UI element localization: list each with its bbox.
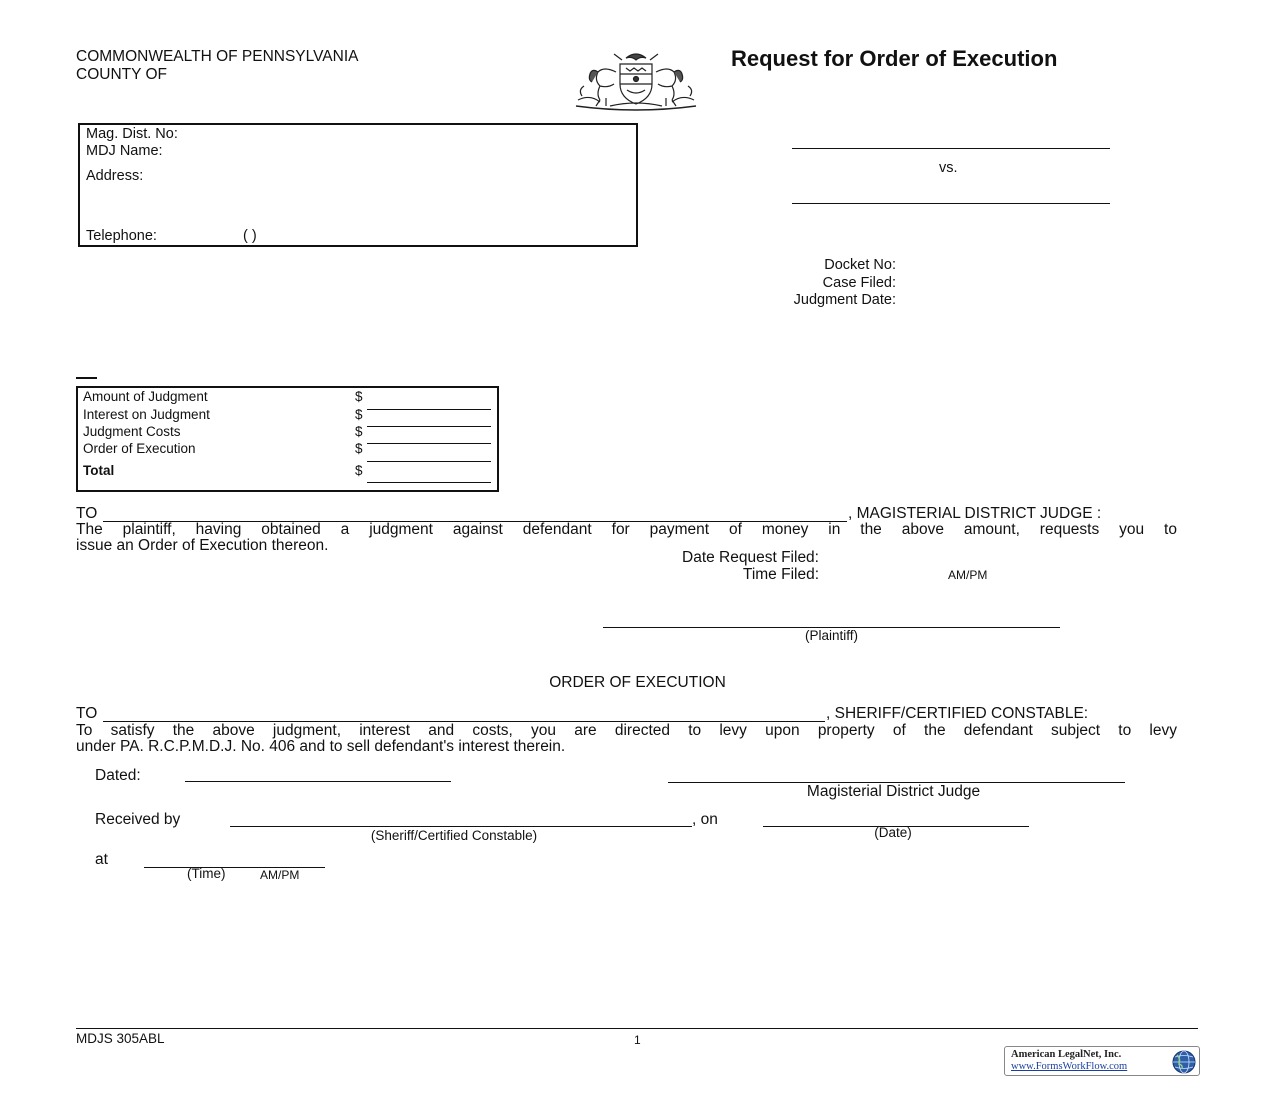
request-to-suffix: , MAGISTERIAL DISTRICT JUDGE :: [848, 505, 1102, 522]
judge-caption: Magisterial District Judge: [806, 783, 981, 800]
dollar-sign: $: [355, 441, 363, 456]
order-to-prefix: TO: [76, 705, 98, 722]
dollar-sign: $: [355, 463, 363, 478]
amount-row-label: Amount of Judgment: [83, 389, 208, 404]
mdj-name-label: MDJ Name:: [86, 143, 163, 159]
date-request-filed-label: Date Request Filed:: [682, 549, 819, 566]
plaintiff-caption: (Plaintiff): [804, 628, 859, 643]
date-caption: (Date): [874, 825, 912, 840]
docket-label: Docket No:: [824, 257, 896, 273]
globe-icon: [1171, 1049, 1197, 1075]
county-label: COUNTY OF: [76, 66, 167, 83]
footer-divider: [76, 1028, 1198, 1029]
court-info-box: [78, 123, 638, 247]
dollar-sign: $: [355, 389, 363, 404]
order-of-execution-field[interactable]: [367, 461, 491, 462]
form-code: MDJS 305ABL: [76, 1031, 165, 1046]
time-filed-label: Time Filed:: [742, 566, 819, 583]
pennsylvania-seal-icon: [570, 50, 702, 112]
vendor-name: American LegalNet, Inc.: [1011, 1049, 1122, 1060]
dollar-sign: $: [355, 407, 363, 422]
received-by-field[interactable]: [230, 826, 692, 827]
at-label: at: [95, 851, 108, 868]
total-label: Total: [83, 463, 115, 478]
page-title: Request for Order of Execution: [731, 46, 1058, 71]
judgment-date-label: Judgment Date:: [793, 292, 896, 308]
order-to-suffix: , SHERIFF/CERTIFIED CONSTABLE:: [826, 705, 1089, 722]
state-line: COMMONWEALTH OF PENNSYLVANIA: [76, 48, 359, 65]
page-number: 1: [634, 1033, 641, 1047]
dated-label: Dated:: [95, 767, 141, 784]
amount-row-label: Order of Execution: [83, 441, 196, 456]
plaintiff-name-line[interactable]: [792, 148, 1110, 149]
request-body-line: issue an Order of Execution thereon.: [76, 537, 329, 554]
total-field[interactable]: [367, 482, 491, 483]
interest-on-judgment-field[interactable]: [367, 426, 491, 427]
amount-of-judgment-field[interactable]: [367, 409, 491, 410]
amounts-box: [76, 386, 499, 492]
amount-row-label: Judgment Costs: [83, 424, 181, 439]
judgment-costs-field[interactable]: [367, 443, 491, 444]
received-time-ampm: AM/PM: [260, 868, 300, 882]
dollar-sign: $: [355, 424, 363, 439]
amount-row-label: Interest on Judgment: [83, 407, 210, 422]
address-label: Address:: [86, 168, 144, 184]
telephone-label: Telephone:: [86, 228, 157, 244]
request-to-prefix: TO: [76, 505, 98, 522]
defendant-name-line[interactable]: [792, 203, 1110, 204]
received-by-label: Received by: [95, 811, 181, 828]
order-body-line: under PA. R.C.P.M.D.J. No. 406 and to sell defendant's interest therein.: [76, 738, 566, 755]
vendor-badge[interactable]: [1004, 1046, 1200, 1076]
vendor-url[interactable]: www.FormsWorkFlow.com: [1011, 1061, 1128, 1072]
time-filed-ampm: AM/PM: [948, 568, 988, 582]
constable-caption: (Sheriff/Certified Constable): [370, 828, 538, 843]
area-code-parentheses: ( ): [243, 228, 257, 244]
order-heading: ORDER OF EXECUTION: [549, 674, 726, 691]
divider-mark: [76, 377, 97, 379]
dated-field[interactable]: [185, 781, 451, 782]
case-filed-label: Case Filed:: [822, 275, 896, 291]
request-body-line: The plaintiff, having obtained a judgment against defendant for payment of money in the above amount, requests you to: [76, 521, 1177, 538]
vs-label: vs.: [939, 160, 958, 176]
on-label: , on: [692, 811, 718, 828]
mag-dist-label: Mag. Dist. No:: [86, 126, 178, 142]
time-caption: (Time): [187, 866, 226, 881]
order-body-line: To satisfy the above judgment, interest and costs, you are directed to levy upon property of the defendant subject to levy: [76, 722, 1177, 739]
